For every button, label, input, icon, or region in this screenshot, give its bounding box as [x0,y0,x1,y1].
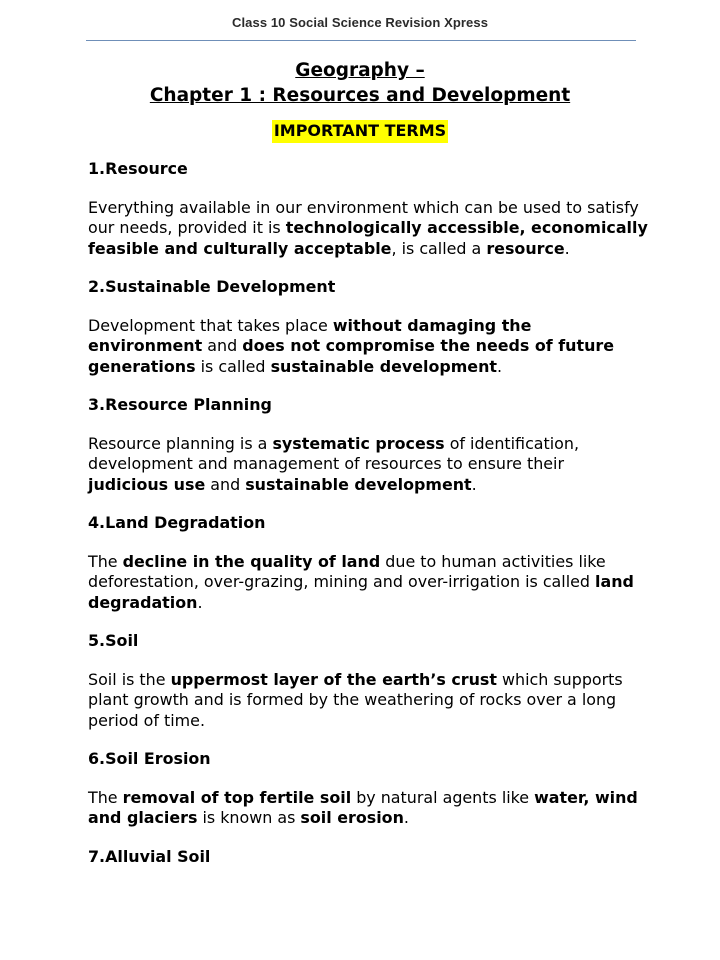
header-divider [86,40,636,41]
term-definition [88,552,648,614]
definition-text: . [403,808,409,827]
definition-text: which supports plant growth and is formed by the weathering of rocks over a long period of time. [88,669,623,730]
definition-key-phrase: sustainable development [245,474,472,494]
term-heading: 1.Resource [88,159,188,178]
definition-text: by natural agents like [351,787,535,807]
term-definition [88,670,648,732]
definition-text: is called [195,356,271,376]
term-heading: 2.Sustainable Development [88,277,336,296]
term-definition [88,788,648,829]
important-terms-highlight: IMPORTANT TERMS [272,120,448,143]
definition-text: . [564,238,570,258]
term-entry [88,847,648,868]
definition-key-phrase: sustainable development [270,356,497,376]
definition-key-phrase: water, wind and glaciers [88,787,638,827]
definition-text: . [197,592,203,612]
term-entry [88,513,648,613]
term-definition [88,434,648,496]
page-header: Class 10 Social Science Revision Xpress [231,15,489,30]
definition-key-phrase: decline in the quality of land [122,551,381,571]
term-definition [88,198,648,260]
definition-text: Soil is the [88,669,171,689]
definition-text: Development that takes place [88,315,333,335]
definition-text: . [471,474,477,494]
term-heading: 3.Resource Planning [88,395,272,414]
term-heading: 7.Alluvial Soil [88,846,211,866]
title-subject: Geography – [295,60,425,81]
definition-key-phrase: soil erosion [300,808,404,827]
definition-key-phrase: uppermost layer of the earth’s crust [170,669,497,689]
definition-text: . [497,356,503,376]
term-entry [88,749,648,829]
definition-key-phrase: does not compromise the needs of future generations [88,336,614,376]
definition-text: The [88,787,123,807]
definition-key-phrase: technologically accessible, economically feasible and culturally acceptable [88,218,648,258]
term-entry [88,395,648,495]
definition-text: Everything available in our environment which can be used to satisfy our needs, provided it is [88,197,639,237]
term-definition [88,316,648,378]
term-heading: 6.Soil Erosion [88,749,211,768]
definition-key-phrase: systematic process [272,433,445,453]
definition-text: is known as [197,808,301,827]
definition-key-phrase: resource [486,238,565,258]
term-entry [88,631,648,731]
definition-key-phrase: without damaging the environment [88,315,532,355]
title-chapter: Chapter 1 : Resources and Development [149,85,571,106]
term-heading: 4.Land Degradation [88,513,266,532]
terms-list [88,159,648,885]
page-title [0,58,720,108]
definition-text: and [202,336,243,355]
definition-key-phrase: land degradation [88,572,634,612]
definition-text: due to human activities like deforestation, over-grazing, mining and over-irrigation is called [88,551,606,591]
term-entry [88,159,648,259]
definition-text: Resource planning is a [88,433,273,453]
definition-text: , is called a [391,238,487,258]
term-heading: 5.Soil [88,631,139,650]
term-entry [88,277,648,377]
definition-key-phrase: judicious use [88,474,206,494]
definition-text: of identification, development and management of resources to ensure their [88,433,580,473]
section-label [0,121,720,140]
definition-text: and [205,474,246,494]
definition-text: The [88,551,123,571]
definition-key-phrase: removal of top fertile soil [122,787,352,807]
